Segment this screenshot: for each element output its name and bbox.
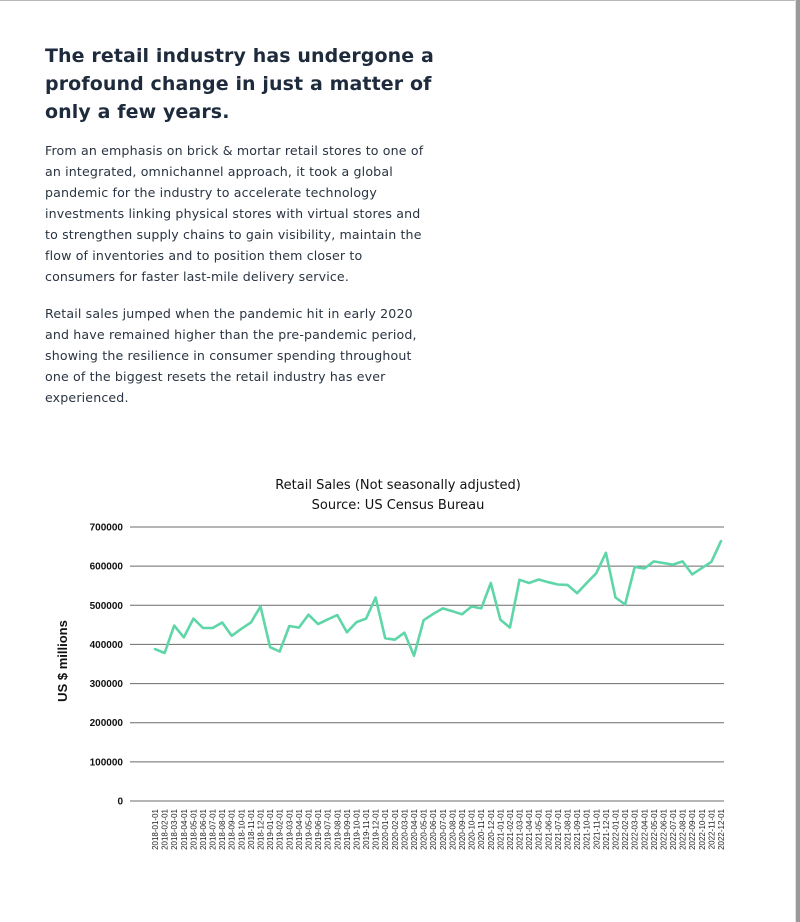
x-tick-label: 2021-02-01 — [505, 809, 515, 850]
series-line-retail-sales — [155, 541, 721, 656]
x-tick-label: 2022-04-01 — [640, 809, 650, 850]
x-tick-label: 2018-02-01 — [160, 809, 170, 850]
x-tick-label: 2019-05-01 — [304, 809, 314, 850]
x-tick-label: 2018-06-01 — [198, 809, 208, 850]
x-tick-label: 2021-01-01 — [496, 809, 506, 850]
x-tick-label: 2019-09-01 — [342, 809, 352, 850]
x-tick-label: 2018-09-01 — [227, 809, 237, 850]
x-tick-label: 2022-12-01 — [717, 809, 726, 850]
y-axis-ticks — [90, 523, 124, 808]
x-tick-label: 2021-06-01 — [544, 809, 554, 850]
y-tick-label: 100000 — [89, 757, 123, 769]
article-heading: The retail industry has undergone a profound change in just a matter of only a few years. — [45, 45, 434, 123]
x-tick-label: 2022-07-01 — [669, 809, 679, 850]
x-tick-label: 2018-12-01 — [256, 809, 266, 850]
article-paragraph-2: Retail sales jumped when the pandemic hit in early 2020 and have remained higher than the pre-pandemic period, showing the resilience in consumer spending throughout one of the biggest resets the retail industry has ever experienced. — [45, 306, 417, 405]
x-tick-label: 2021-12-01 — [601, 809, 611, 850]
x-tick-label: 2022-08-01 — [678, 809, 688, 850]
y-tick-label: 200000 — [89, 718, 123, 730]
x-tick-label: 2018-08-01 — [218, 809, 228, 850]
article-paragraph-1: From an emphasis on brick & mortar retail stores to one of an integrated, omnichannel approach, it took a global pandemic for the industry to accelerate technology investments linking physical stores with virtual stores and to strengthen supply chains to gain visibility, maintain the flow of inventories and to position them closer to consumers for faster last-mile delivery service. — [45, 143, 424, 284]
x-tick-label: 2019-01-01 — [266, 809, 276, 850]
x-axis-ticks — [151, 808, 726, 849]
x-tick-label: 2020-05-01 — [419, 809, 429, 850]
x-tick-label: 2019-07-01 — [323, 809, 333, 850]
x-tick-label: 2021-11-01 — [592, 809, 602, 850]
y-tick-label: 700000 — [89, 522, 123, 534]
x-tick-label: 2021-09-01 — [573, 809, 583, 850]
y-tick-label: 400000 — [89, 639, 123, 651]
x-tick-label: 2019-11-01 — [362, 809, 372, 850]
x-tick-label: 2018-05-01 — [189, 809, 199, 850]
x-tick-label: 2018-03-01 — [170, 809, 180, 850]
x-tick-label: 2018-10-01 — [237, 809, 247, 850]
chart-title: Retail Sales (Not seasonally adjusted) — [275, 478, 521, 493]
x-tick-label: 2019-04-01 — [294, 809, 304, 850]
y-tick-label: 0 — [117, 796, 123, 808]
x-tick-label: 2021-08-01 — [563, 809, 573, 850]
y-tick-label: 600000 — [89, 561, 123, 573]
x-tick-label: 2020-01-01 — [381, 809, 391, 850]
x-tick-label: 2022-03-01 — [630, 809, 640, 850]
x-tick-label: 2020-09-01 — [457, 809, 467, 850]
x-tick-label: 2022-06-01 — [659, 809, 669, 850]
x-tick-label: 2022-10-01 — [697, 809, 707, 850]
x-tick-label: 2020-06-01 — [429, 809, 439, 850]
x-tick-label: 2018-07-01 — [208, 809, 218, 850]
x-tick-label: 2021-07-01 — [553, 809, 563, 850]
x-tick-label: 2022-02-01 — [621, 809, 631, 850]
x-tick-label: 2019-12-01 — [371, 809, 381, 850]
x-tick-label: 2019-02-01 — [275, 809, 285, 850]
x-tick-label: 2019-10-01 — [352, 809, 362, 850]
x-tick-label: 2020-12-01 — [486, 809, 496, 850]
y-tick-label: 300000 — [89, 679, 123, 691]
x-tick-label: 2020-08-01 — [448, 809, 458, 850]
x-tick-label: 2022-05-01 — [649, 809, 659, 850]
x-tick-label: 2018-04-01 — [179, 809, 189, 850]
x-tick-label: 2019-03-01 — [285, 809, 295, 850]
x-tick-label: 2020-11-01 — [477, 809, 487, 850]
y-axis-label: US $ millions — [55, 620, 70, 702]
chart-subtitle: Source: US Census Bureau — [311, 498, 485, 513]
x-tick-label: 2021-03-01 — [515, 809, 525, 850]
x-tick-label: 2020-10-01 — [467, 809, 477, 850]
x-tick-label: 2020-07-01 — [438, 809, 448, 850]
x-tick-label: 2020-04-01 — [410, 809, 420, 850]
x-tick-label: 2018-01-01 — [151, 809, 160, 850]
retail-sales-chart — [0, 460, 800, 922]
page-top-border — [0, 0, 800, 1]
x-tick-label: 2019-08-01 — [333, 809, 343, 850]
x-tick-label: 2021-05-01 — [534, 809, 544, 850]
x-tick-label: 2020-03-01 — [400, 809, 410, 850]
x-tick-label: 2022-09-01 — [688, 809, 698, 850]
x-tick-label: 2022-11-01 — [707, 809, 717, 850]
x-tick-label: 2021-04-01 — [525, 809, 535, 850]
x-tick-label: 2020-02-01 — [390, 809, 400, 850]
x-tick-label: 2018-11-01 — [246, 809, 256, 850]
x-tick-label: 2022-01-01 — [611, 809, 621, 850]
y-tick-label: 500000 — [89, 600, 123, 612]
x-tick-label: 2019-06-01 — [314, 809, 324, 850]
x-tick-label: 2021-10-01 — [582, 809, 592, 850]
